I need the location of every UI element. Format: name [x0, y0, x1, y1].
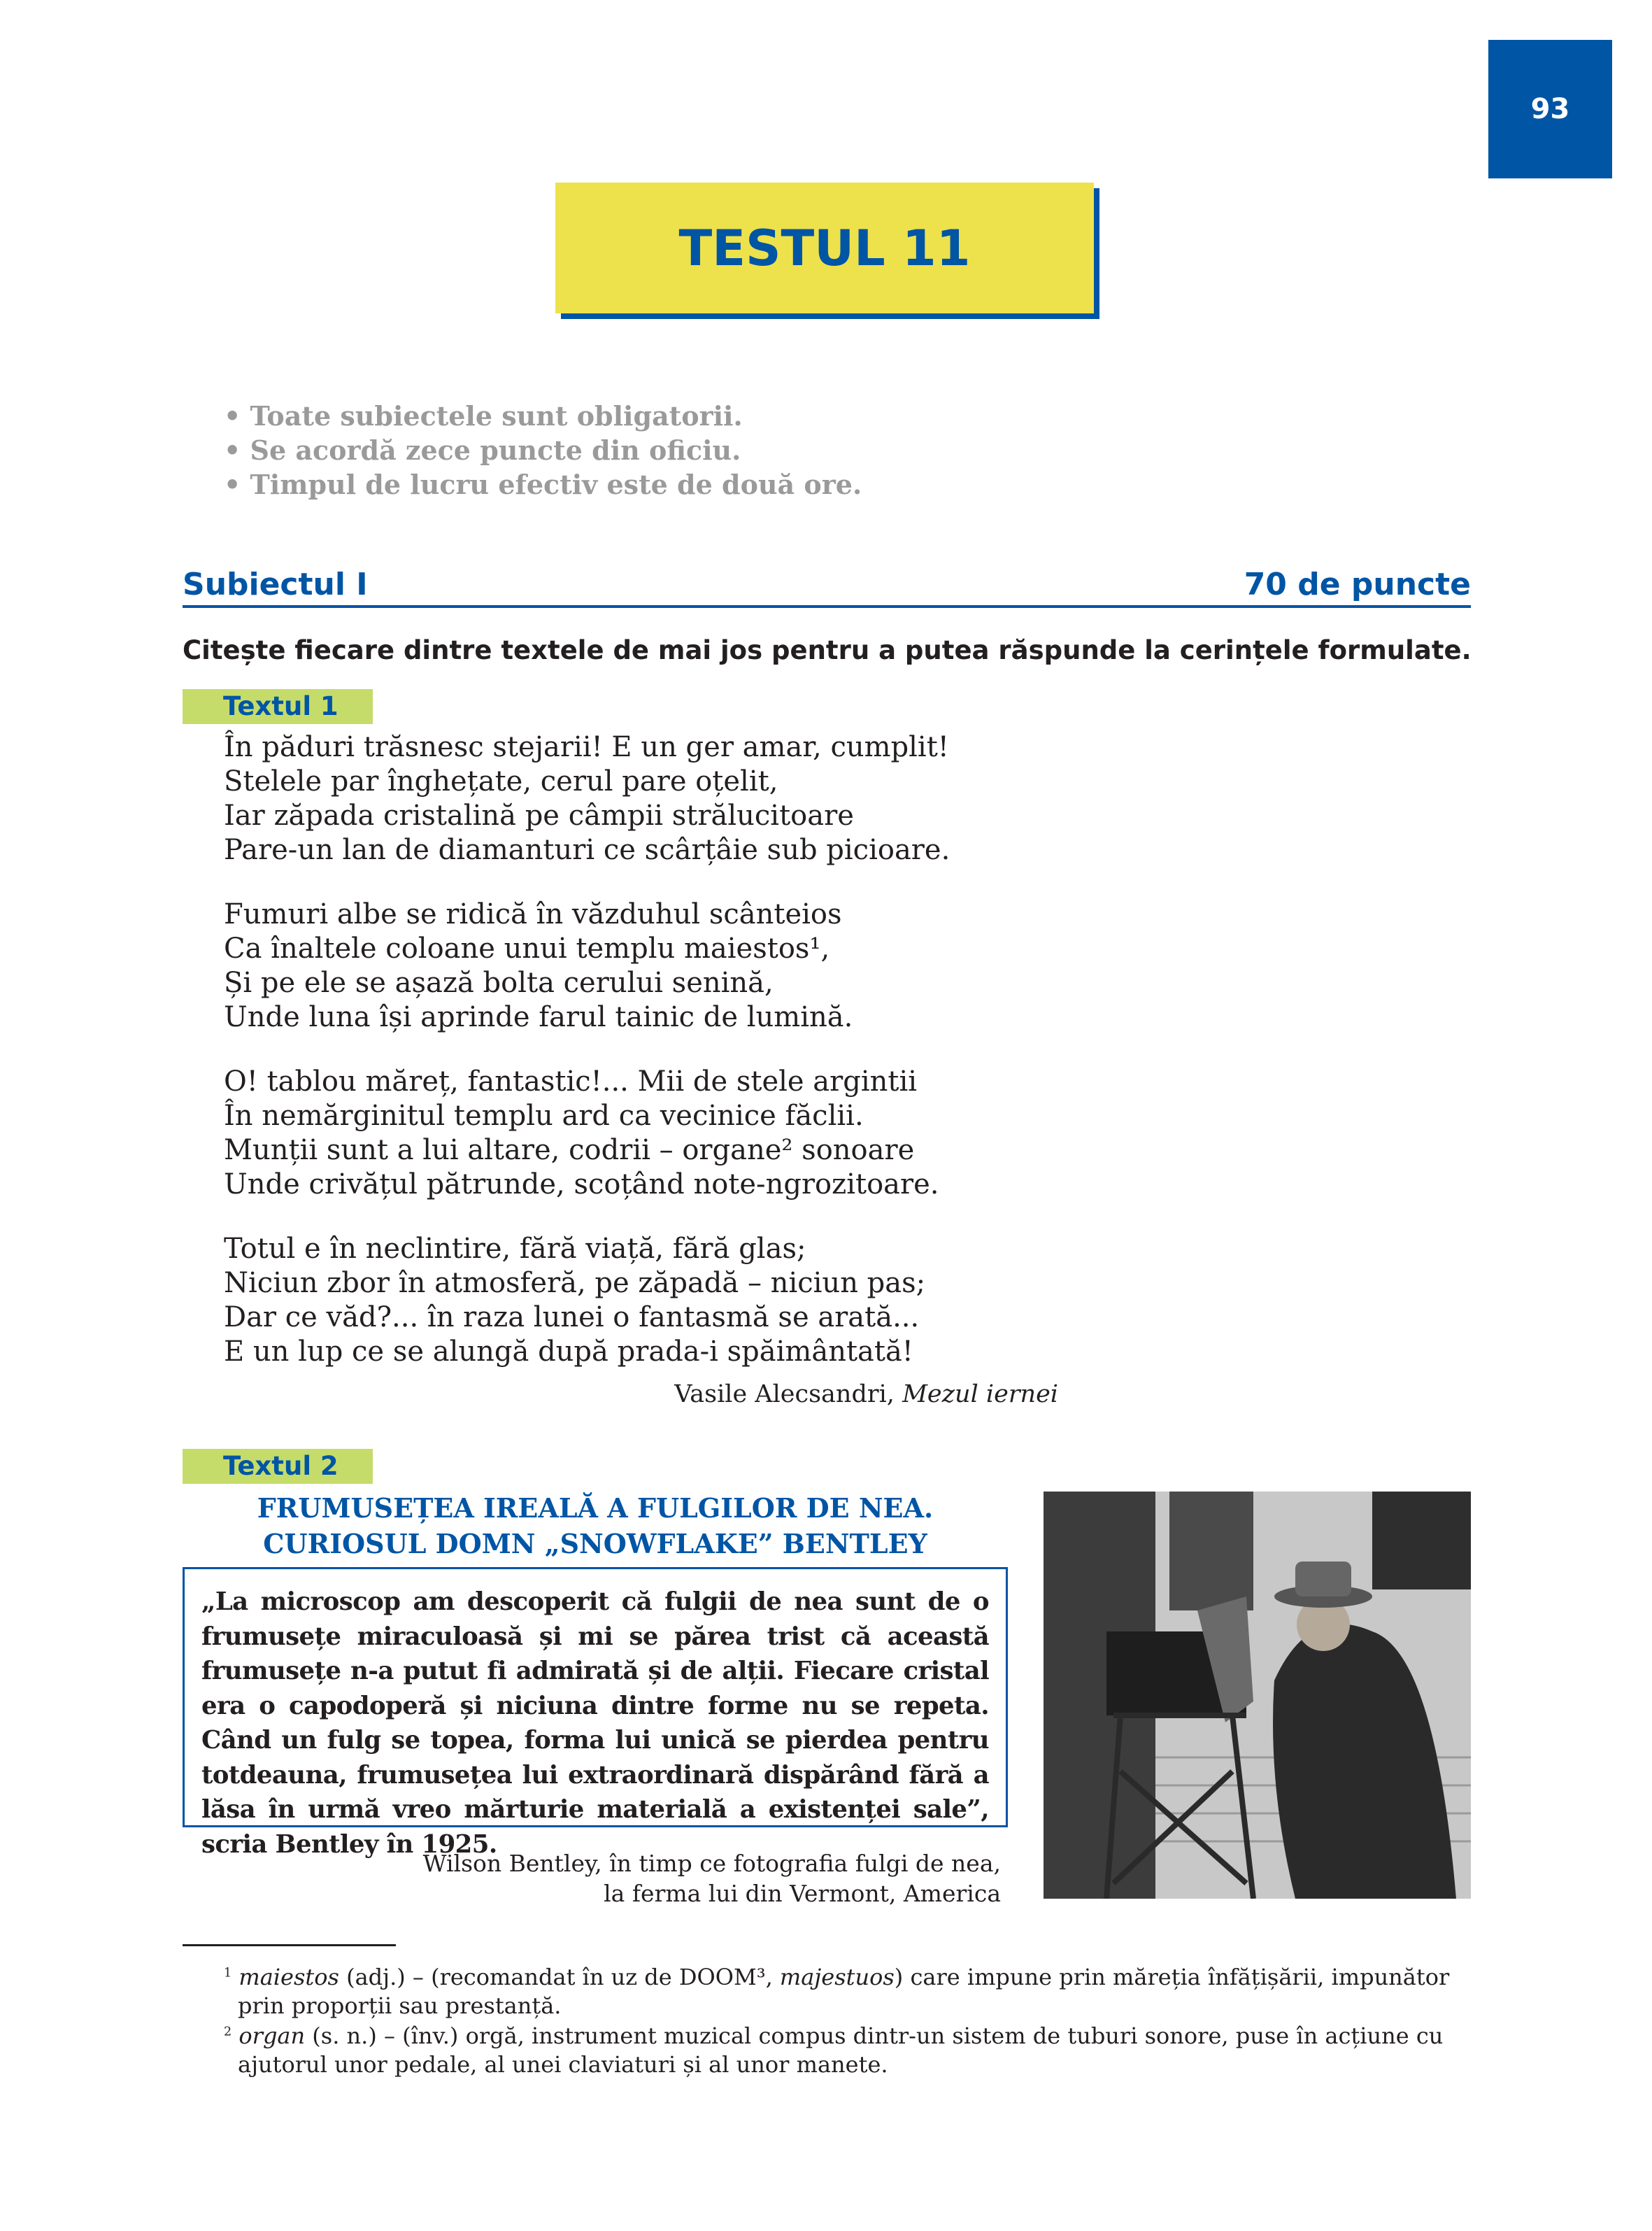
- quote-box: „La microscop am descoperit că fulgii de nea sunt de o frumusețe miraculoasă și mi se părea trist că această frumusețe n-a putut fi admirată și de alții. Fiecare cristal era o capodoperă și niciuna dintre forme nu se repeta. Când un fulg se topea, forma lui unică se pierdea pentru totdeauna, frumusețea lui extraordinară dispărând fără a lăsa în urmă vreo mărturie materială a existenței sale”, scria Bentley în 1925.: [183, 1567, 1008, 1827]
- page-number: 93: [1488, 40, 1612, 178]
- poem-line: Fumuri albe se ridică în văzduhul scânteios: [224, 898, 842, 930]
- footnote-text: (s. n.) – (înv.) orgă, instrument muzical compus dintr-un sistem de tuburi sonore, puse în acțiune cu ajutorul unor pedale, al unei claviaturi și al unor manete.: [238, 2023, 1444, 2078]
- stanza: [224, 1232, 950, 1369]
- text1-label: Textul 1: [183, 689, 373, 724]
- subject-name: Subiectul I: [183, 567, 368, 602]
- test-title: TESTUL 11: [555, 183, 1094, 313]
- footnote-term: organ: [238, 2023, 306, 2049]
- poem-line: Munții sunt a lui altare, codrii – organe² sonoare: [224, 1134, 915, 1166]
- rule-item: • Timpul de lucru efectiv este de două ore.: [224, 469, 862, 500]
- poem-line: Dar ce văd?... în raza lunei o fantasmă se arată...: [224, 1301, 920, 1333]
- footnote-term: majestuos: [779, 1964, 895, 1990]
- footnote-text: ) care impune prin măreția înfățișării, impunător prin proporții sau prestanță.: [238, 1964, 1450, 2019]
- footnotes: [224, 1963, 1471, 2081]
- text2-label: Textul 2: [183, 1449, 373, 1484]
- footnote-number: 1: [224, 1966, 232, 1981]
- poem-attribution: [560, 1380, 1058, 1408]
- footnote-term: maiestos: [238, 1964, 339, 1990]
- article-heading: [183, 1490, 1008, 1561]
- poem-line: Și pe ele se așază bolta cerului senină,: [224, 967, 774, 999]
- poem-line: E un lup ce se alungă după prada-i spăimântată!: [224, 1336, 913, 1368]
- rule-item: • Toate subiectele sunt obligatorii.: [224, 400, 743, 432]
- poem-line: În nemărginitul templu ard ca vecinice făclii.: [224, 1100, 864, 1132]
- footnote-divider: [183, 1944, 396, 1946]
- poem-line: O! tablou măreț, fantastic!... Mii de stele argintii: [224, 1065, 918, 1098]
- photo-illustration: [1044, 1492, 1471, 1899]
- poem-line: Ca înaltele coloane unui templu maiestos¹,: [224, 933, 830, 965]
- author-name: Vasile Alecsandri,: [674, 1380, 895, 1408]
- poem-line: Stelele par înghețate, cerul pare oțelit,: [224, 765, 778, 798]
- photo-caption: [392, 1848, 1001, 1908]
- footnote-1: [224, 1963, 1471, 2020]
- footnote-text: (adj.) – (recomandat în uz de DOOM³,: [339, 1964, 780, 1990]
- bentley-photo: [1044, 1492, 1471, 1899]
- caption-line: Wilson Bentley, în timp ce fotografia fulgi de nea,: [422, 1850, 1001, 1877]
- footnote-number: 2: [224, 2025, 232, 2039]
- exam-rules: [224, 399, 862, 502]
- stanza: [224, 730, 950, 867]
- heading-line: FRUMUSEȚEA IREALĂ A FULGILOR DE NEA.: [257, 1492, 934, 1524]
- poem-line: Totul e în neclintire, fără viață, fără glas;: [224, 1233, 806, 1265]
- heading-line: CURIOSUL DOMN „SNOWFLAKE” BENTLEY: [263, 1528, 927, 1559]
- work-title: Mezul iernei: [902, 1380, 1058, 1408]
- poem-line: Unde luna își aprinde farul tainic de lumină.: [224, 1001, 853, 1033]
- poem-line: Unde crivățul pătrunde, scoțând note-ngrozitoare.: [224, 1168, 939, 1201]
- caption-line: la ferma lui din Vermont, America: [604, 1880, 1001, 1907]
- poem-line: În păduri trăsnesc stejarii! E un ger amar, cumplit!: [224, 731, 949, 763]
- stanza: [224, 898, 950, 1035]
- stanza: [224, 1065, 950, 1202]
- poem-line: Niciun zbor în atmosferă, pe zăpadă – niciun pas;: [224, 1267, 926, 1299]
- subject-points: 70 de puncte: [1244, 567, 1471, 602]
- poem-line: Pare-un lan de diamanturi ce scârțâie sub picioare.: [224, 834, 950, 866]
- subject-header: [183, 567, 1471, 608]
- footnote-2: [224, 2022, 1471, 2079]
- poem-line: Iar zăpada cristalină pe câmpii strălucitoare: [224, 800, 854, 832]
- instruction: Citește fiecare dintre textele de mai jos pentru a putea răspunde la cerințele formulate.: [183, 635, 1472, 665]
- poem: [224, 730, 950, 1399]
- rule-item: • Se acordă zece puncte din oficiu.: [224, 434, 741, 466]
